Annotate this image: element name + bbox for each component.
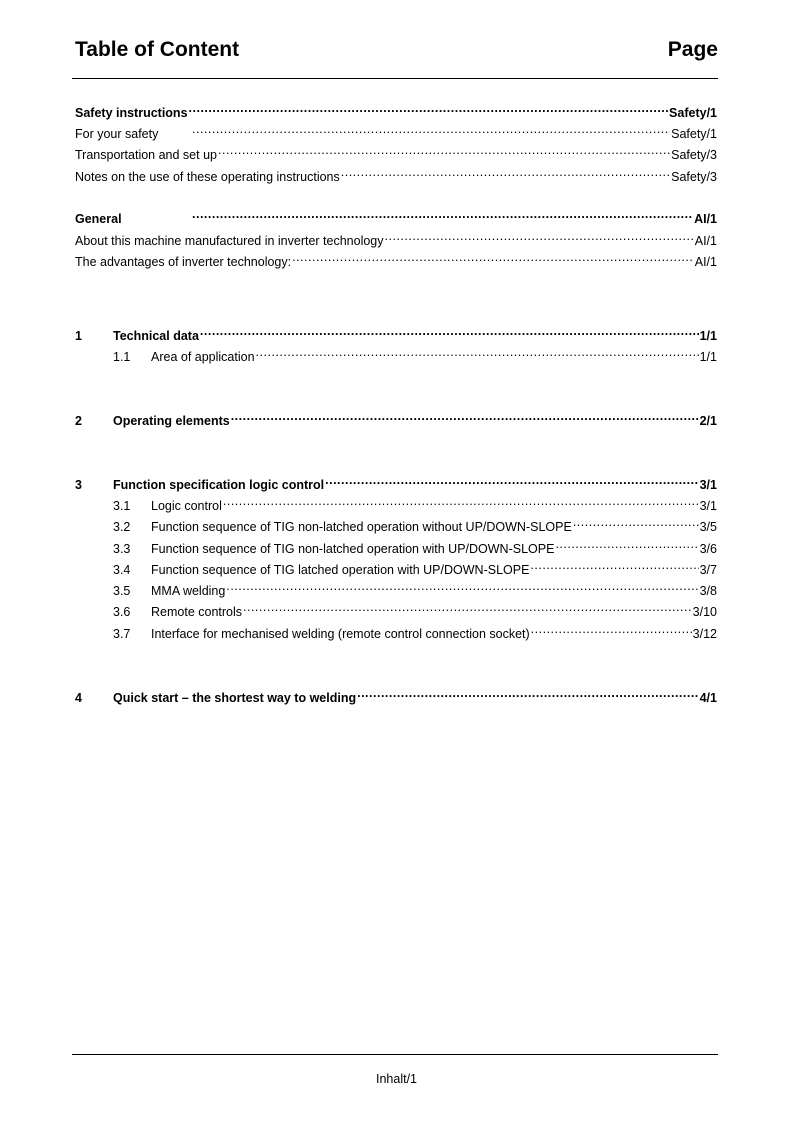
- toc-label: General: [75, 212, 122, 226]
- toc-page-number: Safety/1: [671, 127, 717, 141]
- toc-page-number: 3/1: [699, 478, 717, 492]
- toc-label: Logic control: [151, 499, 222, 513]
- section-number: 3.1: [113, 499, 131, 513]
- toc-label: Function specification logic control: [113, 478, 325, 492]
- toc-label: Quick start – the shortest way to welding: [113, 691, 357, 705]
- toc-page-number: 3/8: [699, 584, 717, 598]
- toc-page-number: 3/10: [692, 605, 717, 619]
- leader-dots: [531, 620, 692, 638]
- section-number: 3.6: [113, 605, 131, 619]
- toc-section-3-5[interactable]: [113, 577, 717, 598]
- chapter-number: 2: [75, 414, 82, 428]
- chapter-number: 3: [75, 478, 82, 492]
- toc-page-number: 4/1: [699, 691, 717, 705]
- toc-page-number: 3/5: [699, 520, 717, 534]
- page-column-label: Page: [667, 38, 718, 61]
- toc-entry-about-machine[interactable]: [75, 227, 717, 248]
- toc-chapter-3[interactable]: [75, 471, 717, 492]
- toc-label: Operating elements: [113, 414, 230, 428]
- toc-page-number: Safety/3: [671, 148, 717, 162]
- header-divider: [72, 78, 718, 79]
- leader-dots: [530, 556, 698, 574]
- footer-page-reference: Inhalt/1: [375, 1072, 417, 1086]
- toc-section-3-4[interactable]: [113, 556, 717, 577]
- toc-label: Notes on the use of these operating instructions: [75, 170, 340, 184]
- section-number: 3.3: [113, 542, 131, 556]
- leader-dots: [256, 343, 699, 361]
- toc-chapter-4[interactable]: [75, 684, 717, 705]
- toc-label: MMA welding: [151, 584, 226, 598]
- leader-dots: [192, 205, 693, 223]
- page-header: [75, 38, 718, 70]
- toc-section-1-1[interactable]: [113, 343, 717, 364]
- leader-dots: [226, 577, 698, 595]
- leader-dots: [325, 471, 698, 489]
- toc-page-number: AI/1: [694, 212, 717, 226]
- toc-section-3-2[interactable]: [113, 513, 717, 534]
- toc-label: Interface for mechanised welding (remote control connection socket): [151, 627, 530, 641]
- section-number: 3.2: [113, 520, 131, 534]
- section-number: 3.4: [113, 563, 131, 577]
- toc-page-number: 3/7: [699, 563, 717, 577]
- leader-dots: [292, 248, 694, 266]
- leader-dots: [357, 684, 699, 702]
- toc-page-number: Safety/3: [671, 170, 717, 184]
- toc-label: Technical data: [113, 329, 199, 343]
- toc-section-3-7[interactable]: [113, 620, 717, 641]
- leader-dots: [223, 492, 699, 510]
- section-number: 1.1: [113, 350, 131, 364]
- toc-entry-general[interactable]: [75, 205, 717, 226]
- toc-section-3-6[interactable]: [113, 598, 717, 619]
- leader-dots: [555, 535, 698, 553]
- leader-dots: [573, 513, 699, 531]
- toc-label: Transportation and set up: [75, 148, 217, 162]
- leader-dots: [200, 322, 699, 340]
- toc-chapter-1[interactable]: [75, 322, 717, 343]
- toc-page-number: 1/1: [699, 329, 717, 343]
- leader-dots: [218, 141, 670, 159]
- toc-section-3-1[interactable]: [113, 492, 717, 513]
- leader-dots: [385, 227, 694, 245]
- section-number: 3.5: [113, 584, 131, 598]
- toc-entry-safety-instructions[interactable]: [75, 99, 717, 120]
- toc-label: Safety instructions: [75, 106, 188, 120]
- chapter-number: 1: [75, 329, 82, 343]
- toc-entry-for-your-safety[interactable]: [75, 120, 717, 141]
- chapter-number: 4: [75, 691, 82, 705]
- toc-page-number: Safety/1: [669, 106, 717, 120]
- toc-page-number: AI/1: [694, 234, 717, 248]
- toc-page-number: 3/12: [692, 627, 717, 641]
- toc-label: Function sequence of TIG non-latched operation with UP/DOWN-SLOPE: [151, 542, 555, 556]
- toc-label: The advantages of inverter technology:: [75, 255, 292, 269]
- toc-label: About this machine manufactured in inverter technology: [75, 234, 384, 248]
- toc-label: Remote controls: [151, 605, 243, 619]
- toc-label: Area of application: [151, 350, 255, 364]
- leader-dots: [243, 598, 692, 616]
- toc-label: Function sequence of TIG latched operation with UP/DOWN-SLOPE: [151, 563, 530, 577]
- toc-entry-notes[interactable]: [75, 163, 717, 184]
- page-title: Table of Content: [75, 38, 240, 61]
- footer-divider: [72, 1054, 718, 1055]
- leader-dots: [231, 407, 699, 425]
- toc-page-number: AI/1: [694, 255, 717, 269]
- leader-dots: [192, 120, 670, 138]
- leader-dots: [341, 163, 670, 181]
- toc-page-number: 1/1: [699, 350, 717, 364]
- toc-page-number: 3/1: [699, 499, 717, 513]
- section-number: 3.7: [113, 627, 131, 641]
- toc-chapter-2[interactable]: [75, 407, 717, 428]
- toc-label: For your safety: [75, 127, 159, 141]
- toc-label: Function sequence of TIG non-latched operation without UP/DOWN-SLOPE: [151, 520, 572, 534]
- toc-page-number: 2/1: [699, 414, 717, 428]
- toc-page-number: 3/6: [699, 542, 717, 556]
- toc-entry-transportation[interactable]: [75, 141, 717, 162]
- toc-section-3-3[interactable]: [113, 535, 717, 556]
- leader-dots: [189, 99, 669, 117]
- toc-entry-advantages[interactable]: [75, 248, 717, 269]
